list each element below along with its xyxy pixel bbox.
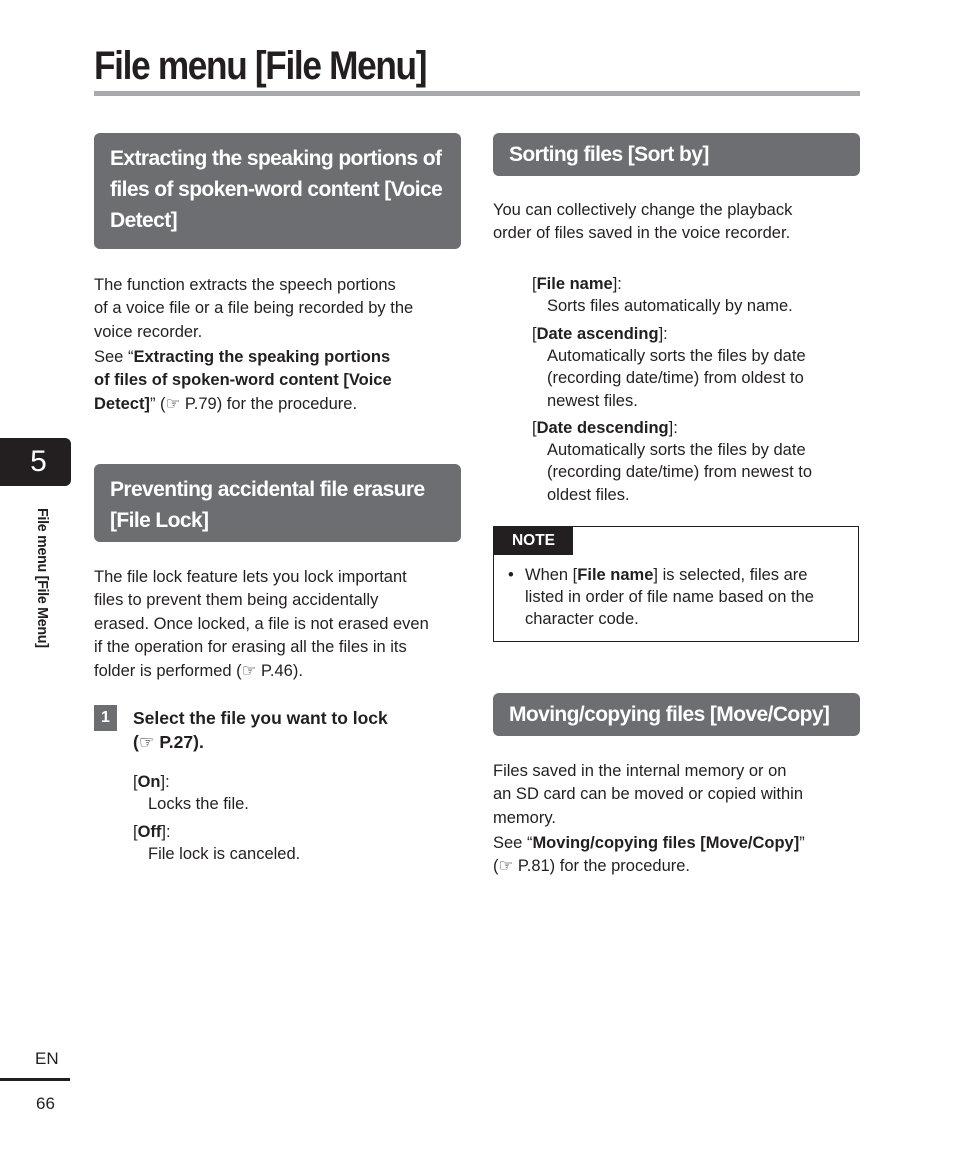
cross-ref-link: Extracting the speaking portions bbox=[133, 348, 391, 366]
bullet-icon: • bbox=[508, 566, 514, 584]
note-box bbox=[493, 526, 859, 642]
title-rule bbox=[94, 91, 860, 96]
note-text: • When [File name] is selected, files are listed in order of file name based on the character code. bbox=[508, 566, 814, 629]
option-label-on: [On]: bbox=[133, 773, 170, 791]
option-desc-date-descending: Automatically sorts the files by date (recording date/time) from newest to oldest files. bbox=[547, 441, 813, 504]
move-copy-see: See “Moving/copying files [Move/Copy]” (☞ P.81) for the procedure. bbox=[493, 834, 805, 876]
footer-rule bbox=[0, 1078, 70, 1081]
option-label-date-descending: [Date descending]: bbox=[532, 419, 678, 437]
language-label: EN bbox=[35, 1049, 59, 1068]
step-number-badge: 1 bbox=[94, 705, 117, 731]
heading-file-lock bbox=[94, 464, 461, 542]
step-instruction: Select the file you want to lock (☞ P.27). bbox=[133, 708, 388, 752]
page-number: 66 bbox=[36, 1094, 55, 1113]
heading-line: Preventing accidental file erasure bbox=[110, 478, 425, 501]
heading-sort-by: Sorting files [Sort by] bbox=[493, 133, 860, 176]
option-desc-off: File lock is canceled. bbox=[148, 845, 301, 863]
chapter-tab: 5 bbox=[0, 438, 71, 486]
page-title: File menu [File Menu] bbox=[94, 44, 427, 88]
heading-voice-detect bbox=[94, 133, 461, 249]
heading-line: Detect] bbox=[110, 209, 177, 232]
option-desc-on: Locks the file. bbox=[148, 795, 249, 813]
option-desc-file-name: Sorts files automatically by name. bbox=[547, 297, 793, 315]
option-label-date-ascending: [Date ascending]: bbox=[532, 325, 668, 343]
heading-line: files of spoken-word content [Voice bbox=[110, 178, 443, 201]
voice-detect-see: See “Extracting the speaking portions of files of spoken-word content [Voice Detect]” (☞ P.79) for the procedure. bbox=[94, 348, 392, 413]
note-tag: NOTE bbox=[494, 527, 573, 555]
heading-line: [File Lock] bbox=[110, 509, 209, 532]
voice-detect-intro: The function extracts the speech portions of a voice file or a file being recorded by the voice recorder. bbox=[94, 276, 414, 341]
option-label-file-name: [File name]: bbox=[532, 275, 622, 293]
sort-by-intro: You can collectively change the playback order of files saved in the voice recorder. bbox=[493, 201, 793, 243]
file-lock-intro: The file lock feature lets you lock important files to prevent them being accidentally erased. Once locked, a file is not erased even if the operation for erasing all the files in its folder is performed (☞ P.46). bbox=[94, 568, 429, 680]
cross-ref-link: Moving/copying files [Move/Copy] bbox=[532, 834, 800, 852]
side-label: File menu [File Menu] bbox=[34, 508, 51, 648]
move-copy-intro: Files saved in the internal memory or on an SD card can be moved or copied within memory. bbox=[493, 762, 804, 827]
option-desc-date-ascending: Automatically sorts the files by date (recording date/time) from oldest to newest files. bbox=[547, 347, 806, 410]
heading-line: Extracting the speaking portions of bbox=[110, 147, 442, 170]
option-label-off: [Off]: bbox=[133, 823, 171, 841]
heading-move-copy: Moving/copying files [Move/Copy] bbox=[493, 693, 860, 736]
